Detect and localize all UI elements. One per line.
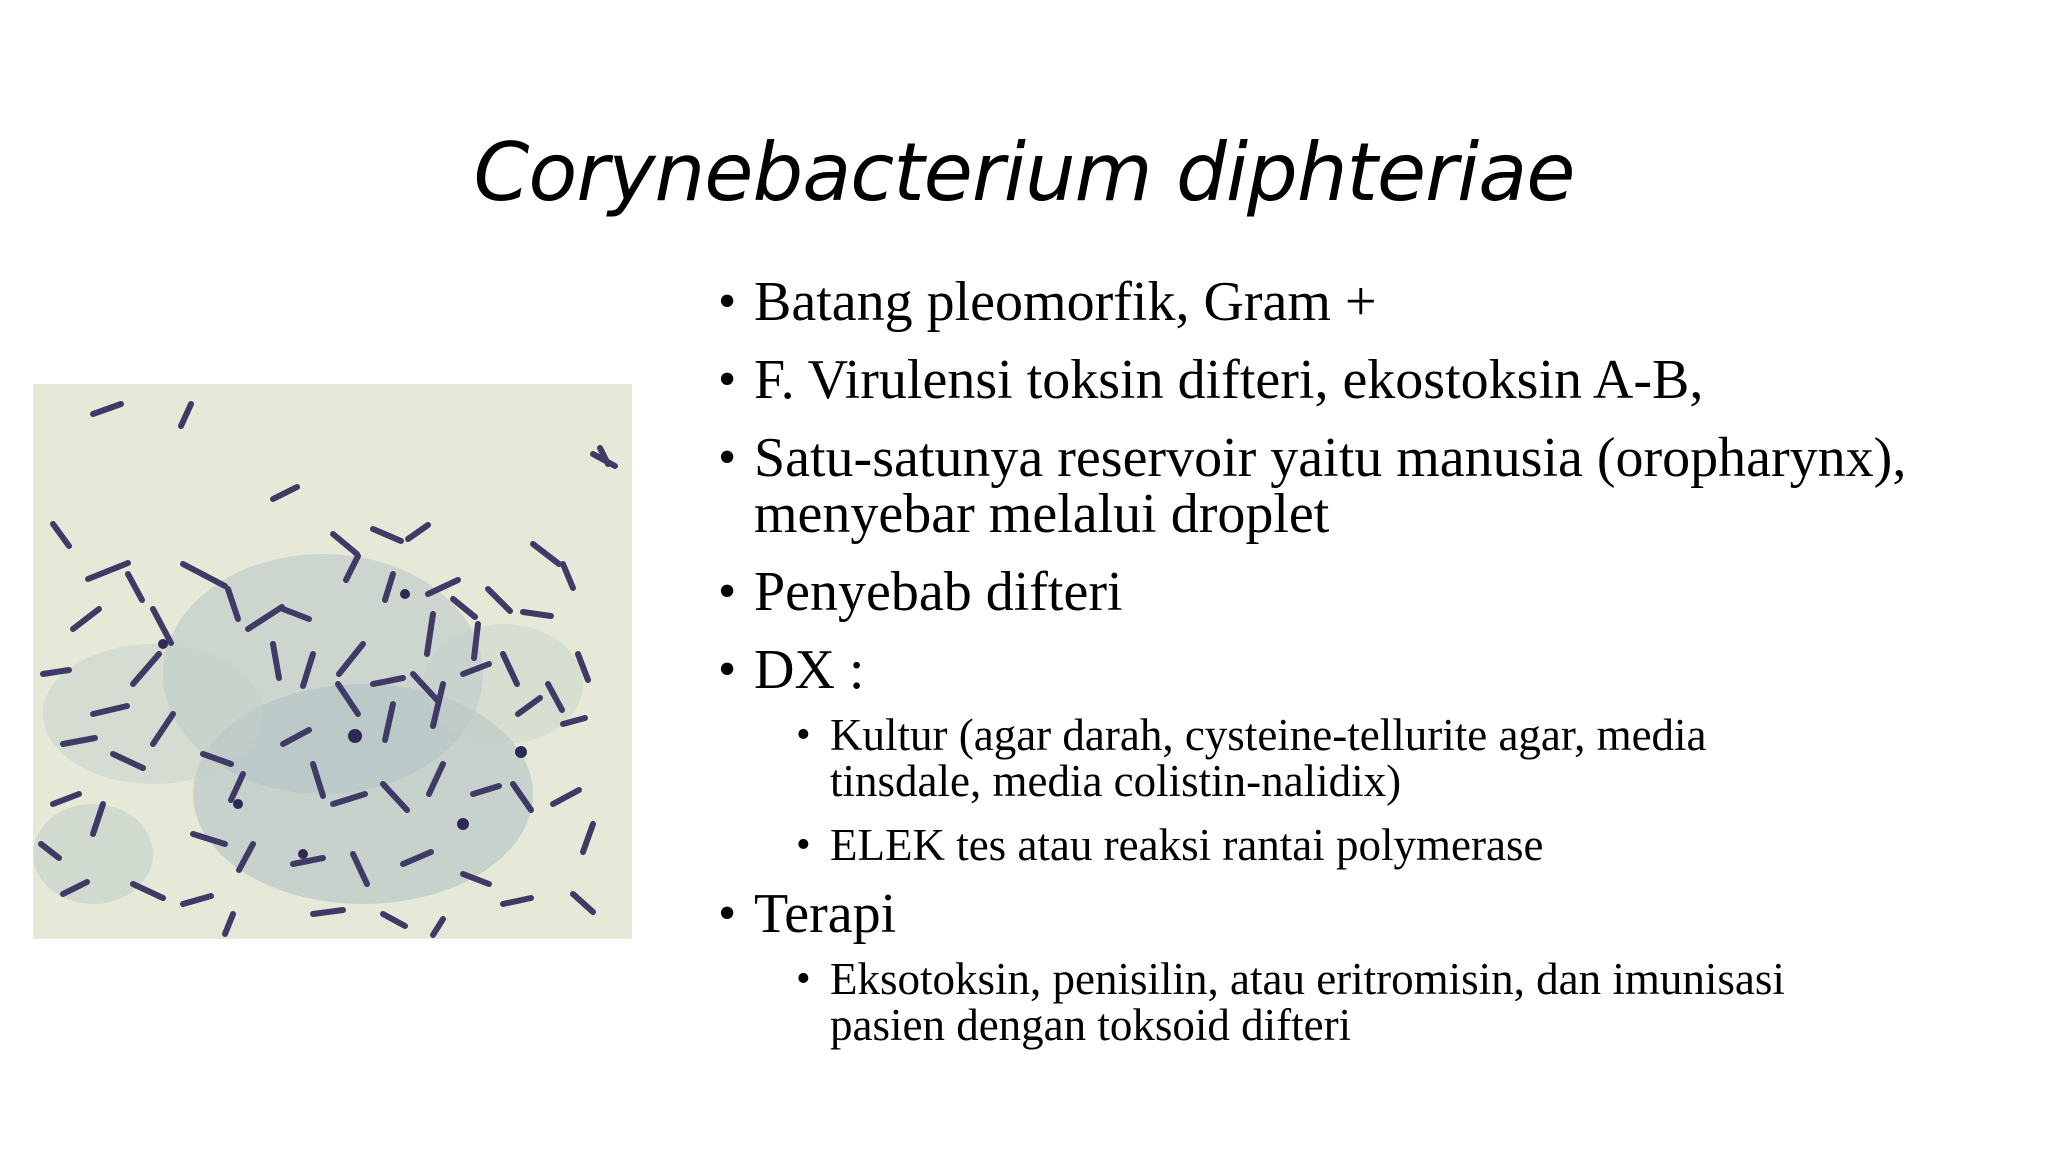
bullet-text: F. Virulensi toksin difteri, ekostoksin A-B, — [754, 349, 1704, 411]
diagnosis-sublist — [718, 712, 2018, 868]
bullet-item-therapy — [718, 883, 2018, 945]
micrograph-image — [33, 384, 632, 939]
bullet-item-morphology — [718, 271, 2018, 333]
therapy-sublist — [718, 956, 2018, 1048]
bullet-text: DX : — [754, 639, 865, 701]
sub-text-line-1: Kultur (agar darah, cysteine-tellurite agar, media — [830, 710, 1707, 760]
bullet-text: Terapi — [754, 883, 897, 945]
bullet-item-cause — [718, 561, 2018, 623]
bullet-text: Penyebab difteri — [754, 561, 1123, 623]
sub-text-line-2: pasien dengan toksoid difteri — [830, 1000, 1352, 1050]
bullet-item-reservoir — [718, 427, 2018, 545]
gram-stain-micrograph-icon — [33, 384, 632, 939]
sub-text-line-1: Eksotoksin, penisilin, atau eritromisin, dan imunisasi — [830, 954, 1785, 1004]
bullet-icon: • — [718, 885, 737, 942]
sub-item-elek — [718, 822, 2018, 868]
sub-text-line-2: tinsdale, media colistin-nalidix) — [830, 756, 1402, 806]
slide-title: Corynebacterium diphteriae — [473, 126, 1575, 219]
bullet-icon: • — [718, 429, 737, 486]
sub-item-treatment — [718, 956, 2018, 1048]
bullet-item-diagnosis — [718, 639, 2018, 701]
bullet-text-line-2: menyebar melalui droplet — [754, 483, 1330, 545]
bullet-text-line-1: Satu-satunya reservoir yaitu manusia (oropharynx), — [754, 427, 1907, 489]
sub-bullet-icon: • — [796, 956, 811, 1002]
bullet-text: Batang pleomorfik, Gram + — [754, 271, 1377, 333]
sub-text: ELEK tes atau reaksi rantai polymerase — [830, 820, 1544, 870]
bullet-icon: • — [718, 563, 737, 620]
bullet-icon: • — [718, 351, 737, 408]
sub-bullet-icon: • — [796, 712, 811, 758]
bullet-icon: • — [718, 641, 737, 698]
bullet-icon: • — [718, 273, 737, 330]
sub-bullet-icon: • — [796, 822, 811, 868]
bullet-list — [718, 271, 2018, 1066]
sub-item-culture — [718, 712, 2018, 804]
bullet-item-virulence — [718, 349, 2018, 411]
